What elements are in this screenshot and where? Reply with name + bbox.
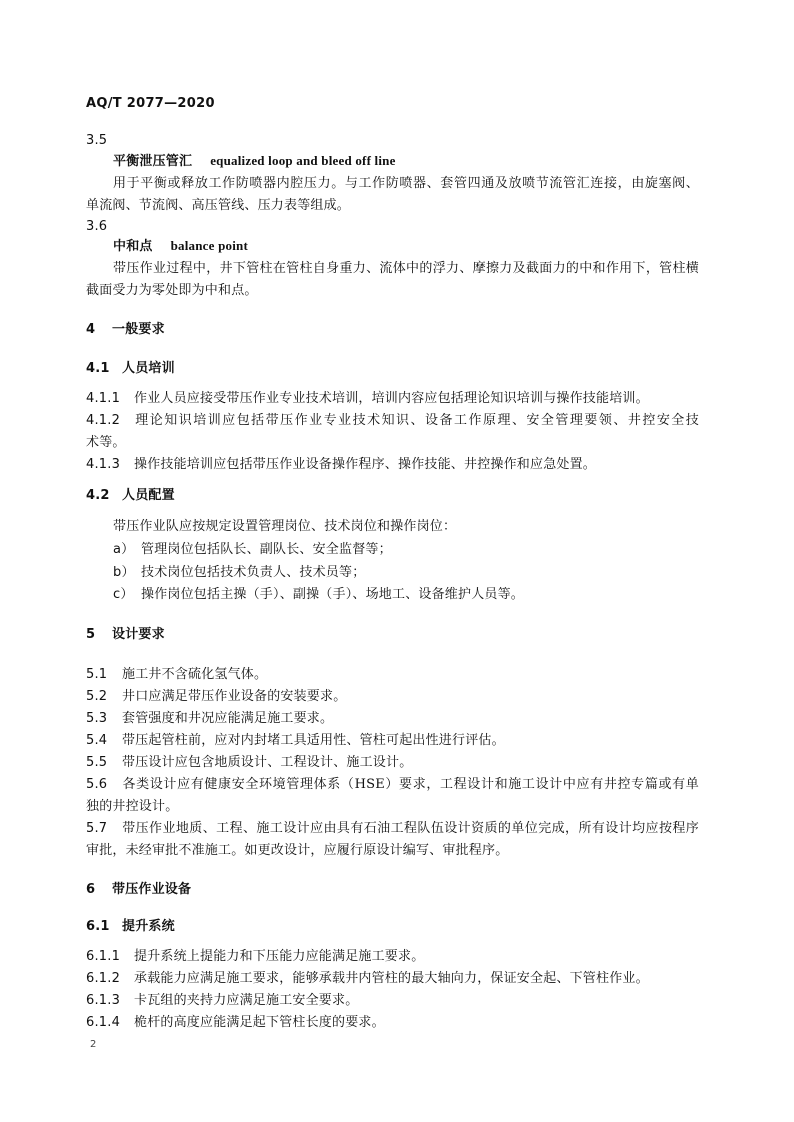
clause-text: 各类设计应有健康安全环境管理体系（HSE）要求，工程设计和施工设计中应有井控专篇或有单 <box>122 777 699 792</box>
term-en: equalized loop and bleed off line <box>210 153 396 168</box>
clause-number: 5.6 <box>86 777 108 792</box>
clause-item <box>86 820 699 838</box>
clause-item <box>86 776 699 794</box>
section-title: 一般要求 <box>112 322 165 337</box>
clause-number: 6.1.1 <box>86 949 121 964</box>
clause-text: 施工井不含硫化氢气体。 <box>122 667 268 682</box>
section-number: 6 <box>86 882 96 897</box>
paragraph: 带压作业队应按规定设置管理岗位、技术岗位和操作岗位： <box>113 519 457 534</box>
clause-text: 桅杆的高度应能满足起下管柱长度的要求。 <box>134 1015 385 1030</box>
clause-item <box>86 710 333 728</box>
clause-text: 带压设计应包含地质设计、工程设计、施工设计。 <box>122 755 413 770</box>
clause-number: 6.1.3 <box>86 993 121 1008</box>
subsection-title: 人员培训 <box>122 361 175 376</box>
subsection-title: 人员配置 <box>122 488 175 503</box>
clause-item <box>86 412 699 430</box>
list-item <box>113 541 392 559</box>
term-en: balance point <box>170 238 248 253</box>
clause-item <box>86 1014 385 1032</box>
section-heading <box>86 321 165 339</box>
clause-text: 提升系统上提能力和下压能力应能满足施工要求。 <box>134 949 425 964</box>
section-title: 设计要求 <box>112 627 165 642</box>
clause-number: 4.1.1 <box>86 391 121 406</box>
term-definition-line: 单流阀、节流阀、高压管线、压力表等组成。 <box>86 198 351 213</box>
clause-number: 5.2 <box>86 689 108 704</box>
subsection-number: 6.1 <box>86 919 110 934</box>
clause-number: 6.1.2 <box>86 971 121 986</box>
term-title <box>113 237 248 256</box>
clause-item <box>86 390 649 408</box>
list-item <box>113 564 365 582</box>
list-text: 操作岗位包括主操（手）、副操（手）、场地工、设备维护人员等。 <box>141 587 525 602</box>
clause-text: 卡瓦组的夹持力应满足施工安全要求。 <box>134 993 359 1008</box>
clause-continuation: 独的井控设计。 <box>86 799 179 814</box>
list-marker: b） <box>113 565 135 580</box>
clause-item <box>86 754 412 772</box>
standard-code: AQ/T 2077—2020 <box>86 96 215 111</box>
clause-item <box>86 948 424 966</box>
section-heading <box>86 626 165 644</box>
clause-number: 5.7 <box>86 821 108 836</box>
term-number <box>86 132 107 150</box>
list-item <box>113 586 524 604</box>
term-cn: 平衡泄压管汇 <box>113 154 193 169</box>
clause-continuation: 审批，未经审批不准施工。如更改设计，应履行原设计编写、审批程序。 <box>86 843 509 858</box>
clause-item <box>86 688 346 706</box>
page-number: 2 <box>90 1039 97 1050</box>
clause-number: 5.3 <box>86 711 108 726</box>
subsection-heading <box>86 487 175 505</box>
clause-number: 5.1 <box>86 667 108 682</box>
clause-text: 套管强度和井况应能满足施工要求。 <box>122 711 334 726</box>
subsection-heading <box>86 918 175 936</box>
clause-text: 带压起管柱前，应对内封堵工具适用性、管柱可起出性进行评估。 <box>122 733 505 748</box>
clause-item <box>86 992 358 1010</box>
clause-continuation: 术等。 <box>86 435 126 450</box>
term-definition-line: 带压作业过程中，井下管柱在管柱自身重力、流体中的浮力、摩擦力及截面力的中和作用下，管柱横 <box>113 261 699 276</box>
clause-text: 理论知识培训应包括带压作业专业技术知识、设备工作原理、安全管理要领、井控安全技 <box>134 413 699 428</box>
term-cn: 中和点 <box>113 239 153 254</box>
clause-item <box>86 456 596 474</box>
clause-number: 4.1.3 <box>86 457 121 472</box>
term-number-text: 3.5 <box>86 133 108 148</box>
clause-text: 作业人员应接受带压作业专业技术培训，培训内容应包括理论知识培训与操作技能培训。 <box>134 391 649 406</box>
clause-item <box>86 732 505 750</box>
subsection-number: 4.1 <box>86 361 110 376</box>
clause-number: 6.1.4 <box>86 1015 121 1030</box>
section-title: 带压作业设备 <box>112 882 192 897</box>
term-definition-line: 用于平衡或释放工作防喷器内腔压力。与工作防喷器、套管四通及放喷节流管汇连接，由旋塞阀、 <box>113 176 699 191</box>
section-number: 4 <box>86 322 96 337</box>
clause-number: 5.4 <box>86 733 108 748</box>
clause-item <box>86 666 267 684</box>
clause-text: 操作技能培训应包括带压作业设备操作程序、操作技能、井控操作和应急处置。 <box>134 457 597 472</box>
clause-number: 5.5 <box>86 755 108 770</box>
term-title <box>113 152 396 171</box>
term-definition-line: 截面受力为零处即为中和点。 <box>86 283 258 298</box>
subsection-heading <box>86 360 175 378</box>
list-marker: a） <box>113 542 135 557</box>
term-number <box>86 218 107 236</box>
clause-text: 井口应满足带压作业设备的安装要求。 <box>122 689 347 704</box>
list-text: 管理岗位包括队长、副队长、安全监督等； <box>141 542 392 557</box>
clause-number: 4.1.2 <box>86 413 121 428</box>
subsection-title: 提升系统 <box>122 919 175 934</box>
section-number: 5 <box>86 627 96 642</box>
clause-item <box>86 970 649 988</box>
clause-text: 承载能力应满足施工要求，能够承载井内管柱的最大轴向力，保证安全起、下管柱作业。 <box>134 971 649 986</box>
term-number-text: 3.6 <box>86 219 108 234</box>
section-heading <box>86 881 191 899</box>
clause-text: 带压作业地质、工程、施工设计应由具有石油工程队伍设计资质的单位完成，所有设计均应按程序 <box>122 821 699 836</box>
subsection-number: 4.2 <box>86 488 110 503</box>
list-marker: c） <box>113 587 134 602</box>
list-text: 技术岗位包括技术负责人、技术员等； <box>141 565 366 580</box>
